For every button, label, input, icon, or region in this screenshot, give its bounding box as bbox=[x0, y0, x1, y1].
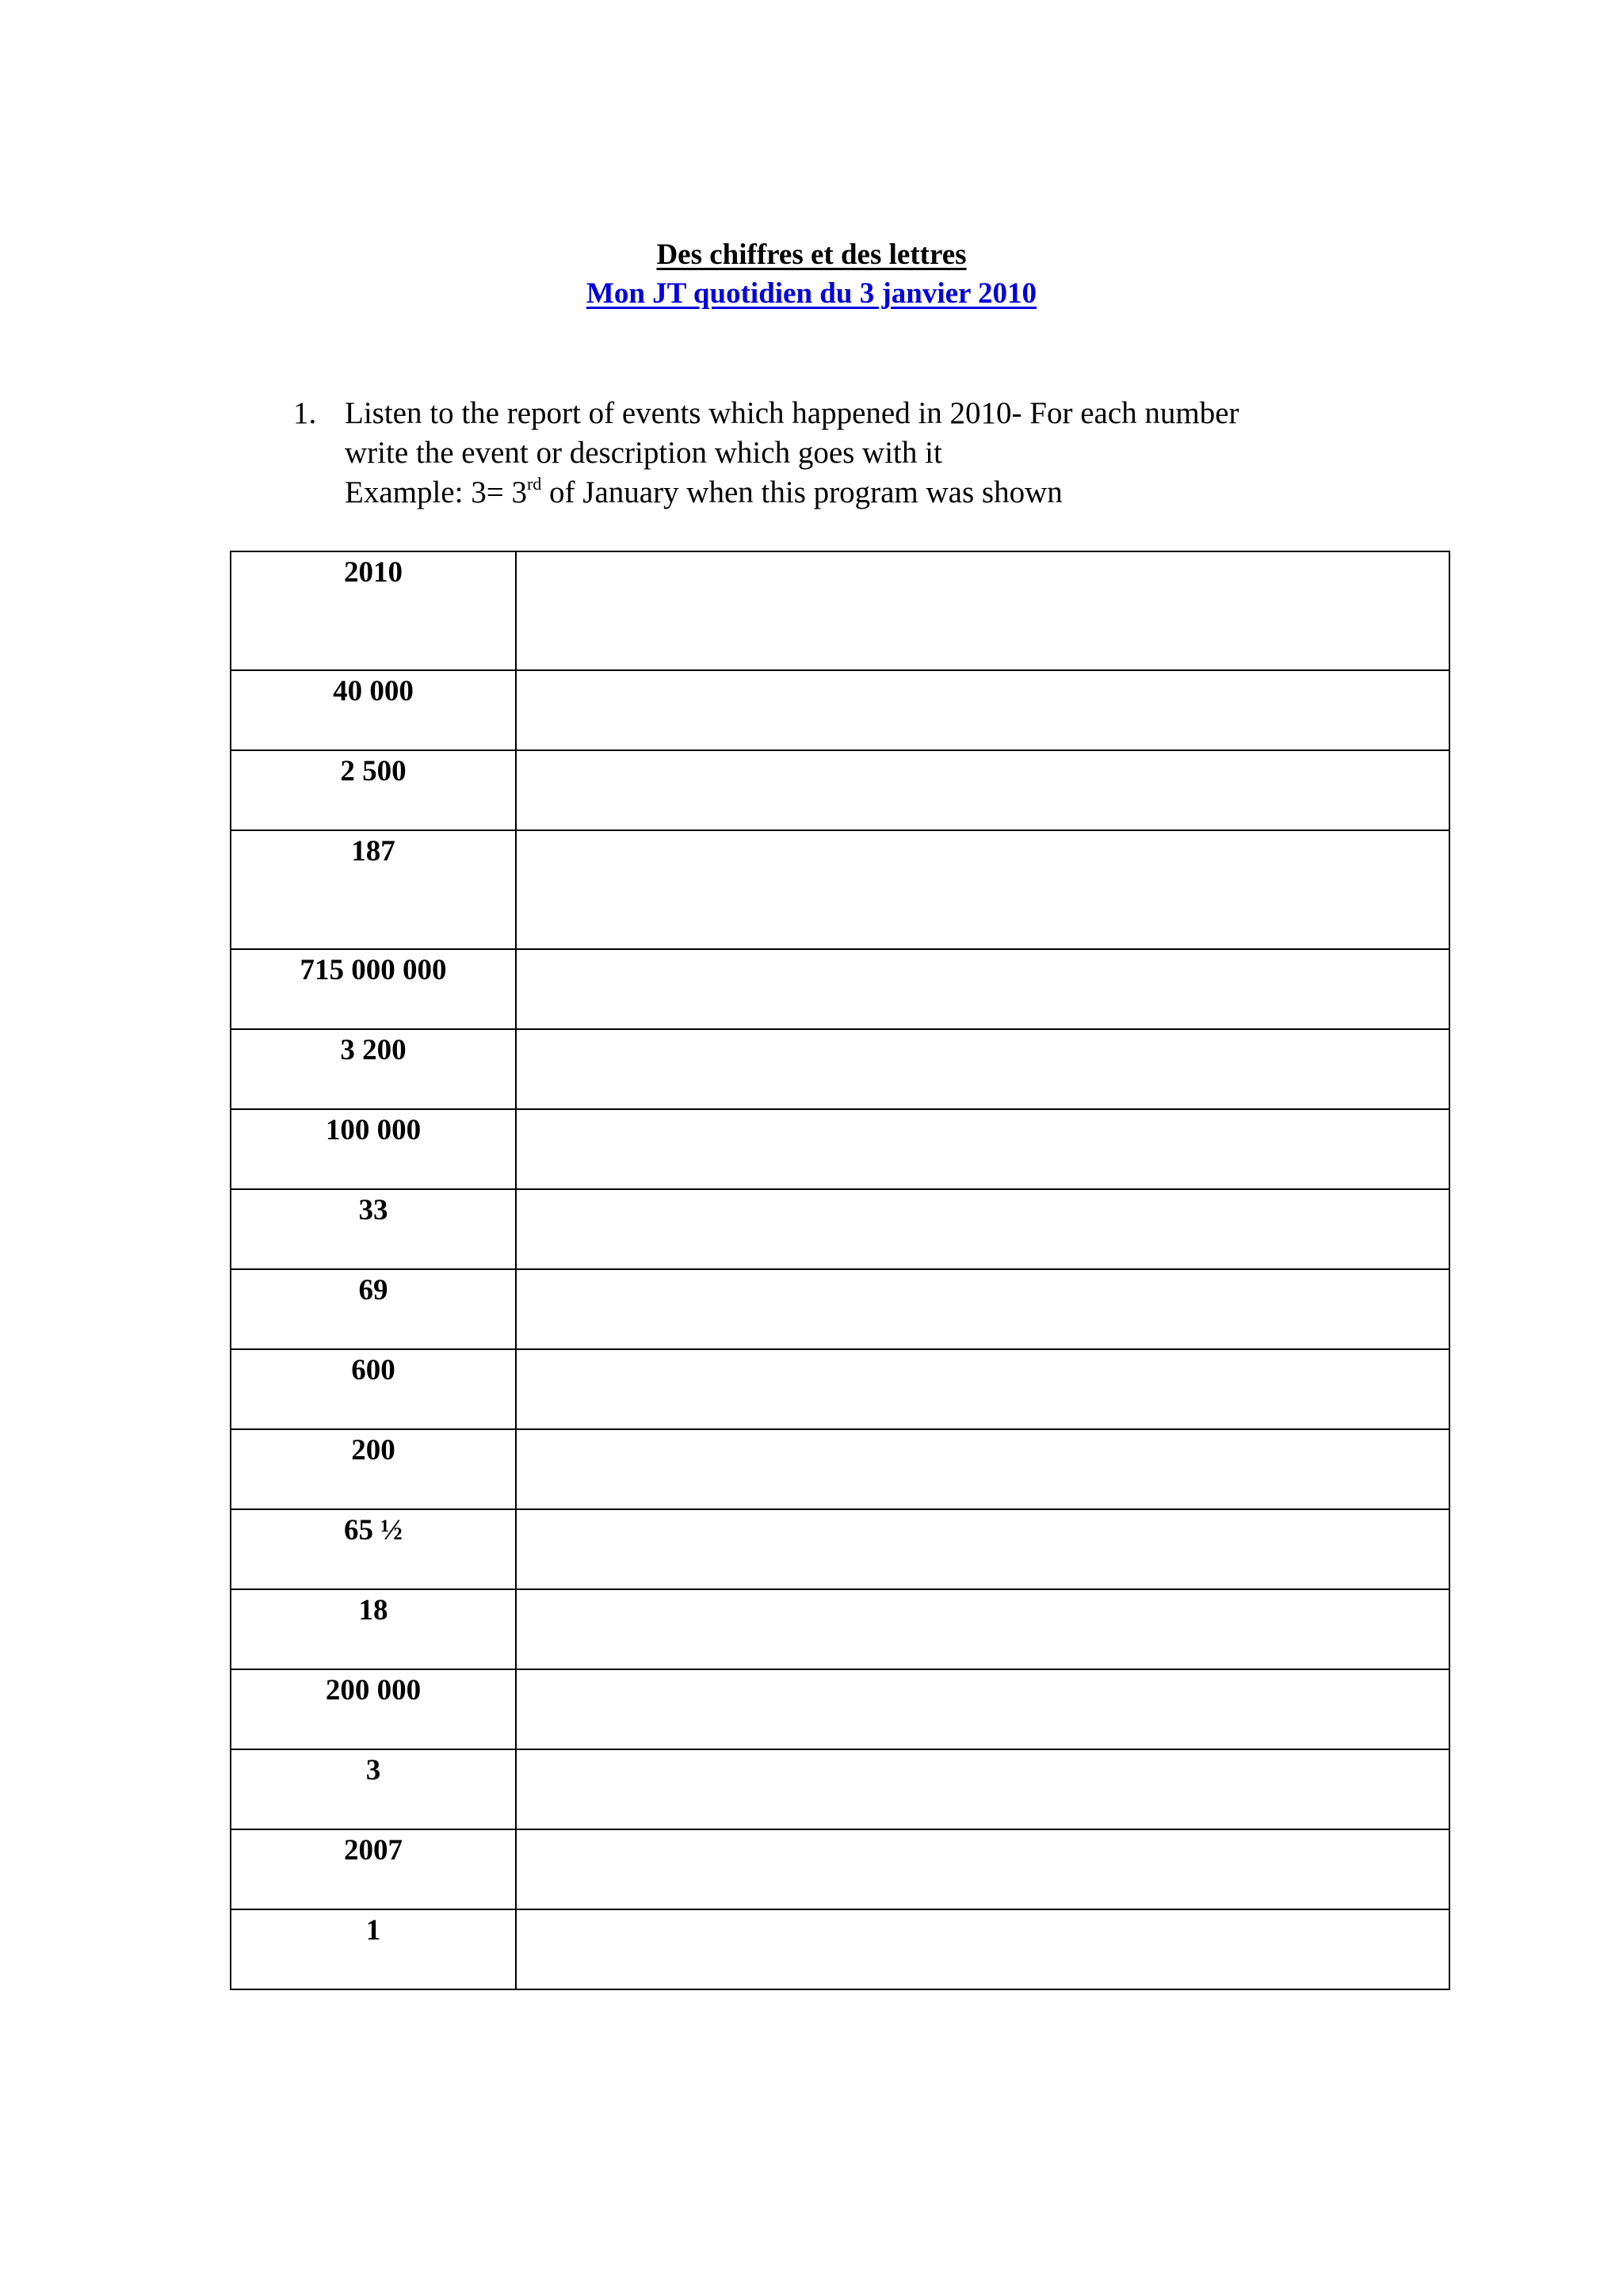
table-row bbox=[231, 830, 1449, 949]
example-superscript: rd bbox=[526, 474, 542, 494]
answer-cell[interactable] bbox=[516, 1749, 1449, 1829]
answer-cell[interactable] bbox=[516, 551, 1449, 670]
example-prefix: Example: 3= 3 bbox=[345, 475, 527, 509]
answer-table bbox=[230, 551, 1450, 1990]
table-row bbox=[231, 1509, 1449, 1589]
instruction-line-2: write the event or description which goes with it bbox=[345, 436, 942, 470]
instruction-example bbox=[345, 473, 1399, 513]
answer-cell[interactable] bbox=[516, 1909, 1449, 1989]
answer-cell[interactable] bbox=[516, 1029, 1449, 1109]
answer-cell[interactable] bbox=[516, 949, 1449, 1029]
number-cell: 18 bbox=[231, 1589, 516, 1669]
table-row bbox=[231, 1029, 1449, 1109]
table-row bbox=[231, 1429, 1449, 1509]
table-row bbox=[231, 1909, 1449, 1989]
number-cell: 187 bbox=[231, 830, 516, 949]
answer-cell[interactable] bbox=[516, 1829, 1449, 1909]
answer-cell[interactable] bbox=[516, 670, 1449, 750]
table-row bbox=[231, 1349, 1449, 1429]
answer-cell[interactable] bbox=[516, 1669, 1449, 1749]
instruction-text bbox=[345, 394, 1399, 513]
answer-cell[interactable] bbox=[516, 750, 1449, 830]
table-row bbox=[231, 949, 1449, 1029]
video-link[interactable]: Mon JT quotidien du 3 janvier 2010 bbox=[586, 277, 1037, 310]
table-row bbox=[231, 1749, 1449, 1829]
page-title: Des chiffres et des lettres bbox=[656, 238, 967, 271]
number-cell: 3 200 bbox=[231, 1029, 516, 1109]
table-row bbox=[231, 1269, 1449, 1349]
number-cell: 2007 bbox=[231, 1829, 516, 1909]
answer-cell[interactable] bbox=[516, 830, 1449, 949]
answer-cell[interactable] bbox=[516, 1189, 1449, 1269]
number-cell: 2010 bbox=[231, 551, 516, 670]
number-cell: 100 000 bbox=[231, 1109, 516, 1189]
number-cell: 69 bbox=[231, 1269, 516, 1349]
table-row bbox=[231, 1589, 1449, 1669]
instruction-number: 1. bbox=[293, 396, 317, 430]
answer-cell[interactable] bbox=[516, 1429, 1449, 1509]
number-cell: 600 bbox=[231, 1349, 516, 1429]
number-cell: 65 ½ bbox=[231, 1509, 516, 1589]
example-suffix: of January when this program was shown bbox=[541, 475, 1063, 509]
table-row bbox=[231, 1669, 1449, 1749]
instruction-line-1: Listen to the report of events which happened in 2010- For each number bbox=[345, 396, 1239, 430]
table-row bbox=[231, 1829, 1449, 1909]
number-cell: 1 bbox=[231, 1909, 516, 1989]
table-row bbox=[231, 670, 1449, 750]
table-row bbox=[231, 1189, 1449, 1269]
answer-cell[interactable] bbox=[516, 1349, 1449, 1429]
answer-cell[interactable] bbox=[516, 1589, 1449, 1669]
number-cell: 200 bbox=[231, 1429, 516, 1509]
answer-cell[interactable] bbox=[516, 1109, 1449, 1189]
answer-cell[interactable] bbox=[516, 1509, 1449, 1589]
number-cell: 715 000 000 bbox=[231, 949, 516, 1029]
table-row bbox=[231, 750, 1449, 830]
number-cell: 2 500 bbox=[231, 750, 516, 830]
table-row bbox=[231, 1109, 1449, 1189]
number-cell: 33 bbox=[231, 1189, 516, 1269]
answer-cell[interactable] bbox=[516, 1269, 1449, 1349]
table-row bbox=[231, 551, 1449, 670]
number-cell: 40 000 bbox=[231, 670, 516, 750]
number-cell: 200 000 bbox=[231, 1669, 516, 1749]
number-cell: 3 bbox=[231, 1749, 516, 1829]
